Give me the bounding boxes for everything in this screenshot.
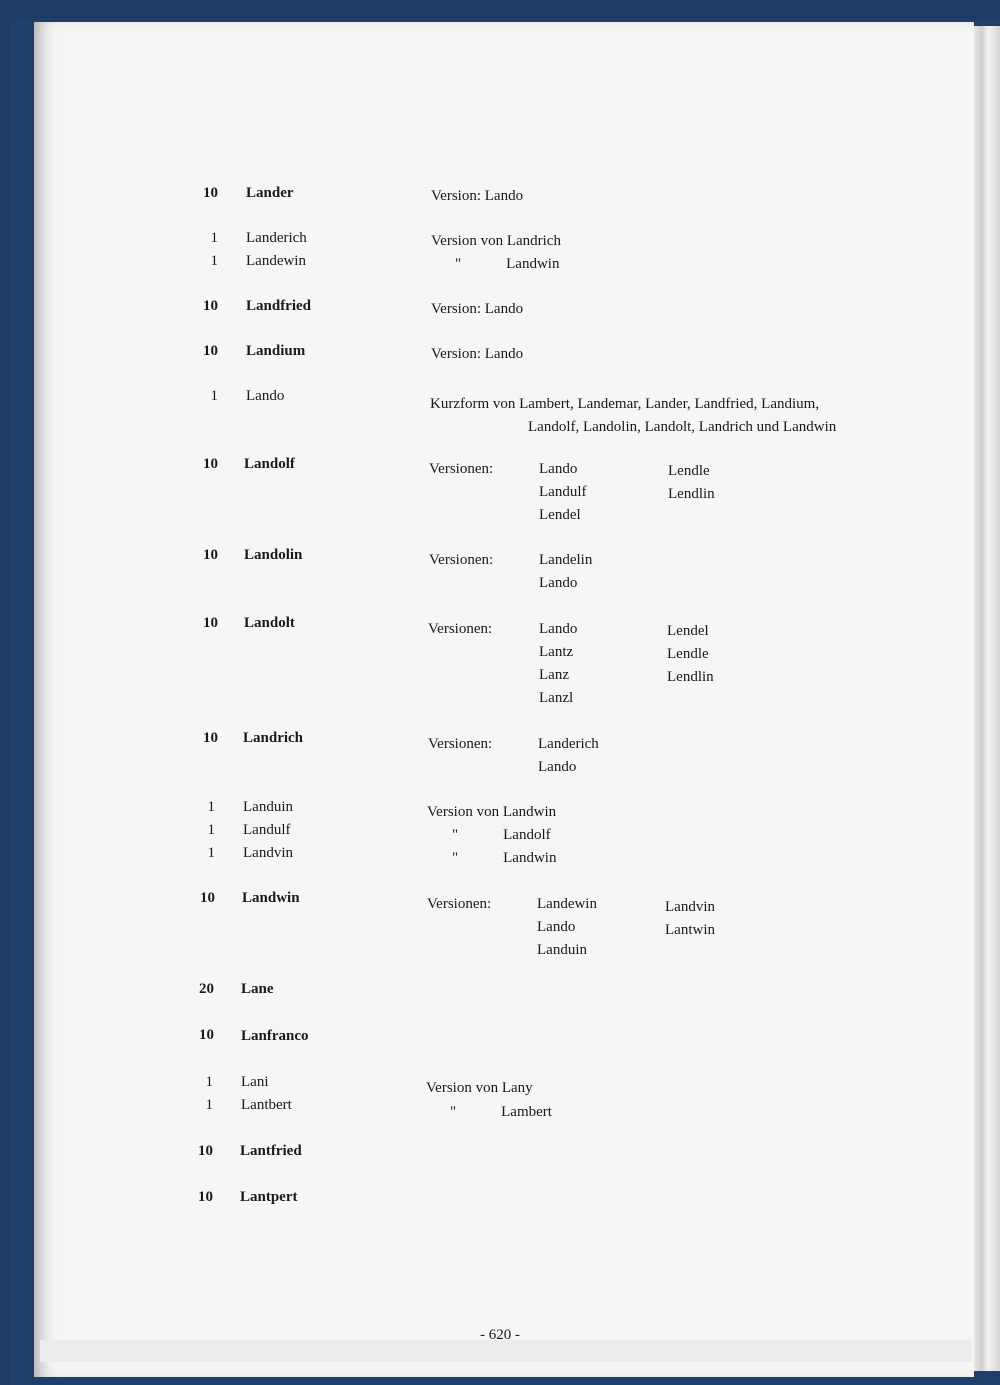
entry-count: 1 <box>205 1074 213 1090</box>
entry-note: " Landolf <box>452 827 551 843</box>
entry-count: 10 <box>198 1189 213 1205</box>
entry-name: Lanfranco <box>241 1028 309 1044</box>
version-item: Lando <box>539 621 578 637</box>
entry-name: Lani <box>241 1074 269 1090</box>
entry-count: 10 <box>203 730 218 746</box>
entry-name: Landulf <box>243 822 291 838</box>
entry-name: Landwin <box>242 890 300 906</box>
version-item: Lando <box>538 759 577 775</box>
entry-name: Landolf <box>244 456 295 472</box>
entry-count: 10 <box>203 456 218 472</box>
entry-count: 1 <box>205 1097 213 1113</box>
version-item: Lendel <box>539 507 581 523</box>
entry-name: Lander <box>246 185 294 201</box>
entry-count: 20 <box>199 981 214 997</box>
entry-name: Lane <box>241 981 274 997</box>
entry-name: Lantbert <box>241 1097 292 1113</box>
entry-note: Version: Lando <box>431 301 524 317</box>
page-number: - 620 - <box>480 1327 520 1343</box>
version-item: Lanz <box>539 667 569 683</box>
entry-count: 10 <box>200 890 215 906</box>
versions-label: Versionen: <box>428 736 493 752</box>
entry-count: 1 <box>207 822 215 838</box>
entry-count: 1 <box>210 388 218 404</box>
entry-count: 10 <box>203 547 218 563</box>
versions-label: Versionen: <box>429 461 494 477</box>
entry-count: 10 <box>198 1143 213 1159</box>
entry-count: 1 <box>210 230 218 246</box>
entry-note-continued: Landolf, Landolin, Landolt, Landrich und Landwin <box>528 419 837 435</box>
version-item: Lanzl <box>539 690 574 706</box>
entry-note: " Lambert <box>450 1104 552 1120</box>
entry-name: Lando <box>246 388 285 404</box>
version-item: Landulf <box>539 484 587 500</box>
entry-name: Lantfried <box>240 1143 302 1159</box>
entry-name: Landuin <box>243 799 293 815</box>
version-item: Lendle <box>667 646 709 662</box>
entry-note: Kurzform von Lambert, Landemar, Lander, Landfried, Landium, <box>430 396 820 412</box>
versions-label: Versionen: <box>428 621 493 637</box>
version-item: Landvin <box>665 899 715 915</box>
version-item: Lendel <box>667 623 709 639</box>
entry-count: 10 <box>203 615 218 631</box>
entry-count: 10 <box>199 1027 214 1043</box>
version-item: Lantz <box>539 644 574 660</box>
entry-name: Landvin <box>243 845 293 861</box>
entry-note: Version: Lando <box>431 346 524 362</box>
entry-name: Landewin <box>246 253 306 269</box>
version-item: Landelin <box>539 552 593 568</box>
entry-note: " Landwin <box>455 256 560 272</box>
entry-count: 1 <box>207 845 215 861</box>
entry-note: " Landwin <box>452 850 557 866</box>
entry-count: 1 <box>207 799 215 815</box>
version-item: Lando <box>539 575 578 591</box>
entry-note: Version von Landrich <box>431 233 561 249</box>
entry-count: 10 <box>203 298 218 314</box>
entry-name: Landrich <box>243 730 304 746</box>
entry-name: Landfried <box>246 298 312 314</box>
versions-label: Versionen: <box>427 896 492 912</box>
version-item: Landerich <box>538 736 599 752</box>
version-item: Landuin <box>537 942 587 958</box>
entry-name: Landium <box>246 343 306 359</box>
entry-note: Version: Lando <box>431 188 524 204</box>
version-item: Lendlin <box>668 486 715 502</box>
entry-count: 10 <box>203 185 218 201</box>
version-item: Lando <box>539 461 578 477</box>
entry-note: Version von Lany <box>426 1080 533 1096</box>
entry-name: Landolt <box>244 615 295 631</box>
entry-count: 10 <box>203 343 218 359</box>
entry-note: Version von Landwin <box>427 804 557 820</box>
versions-label: Versionen: <box>429 552 494 568</box>
version-item: Lando <box>537 919 576 935</box>
version-item: Lendle <box>668 463 710 479</box>
book-page <box>34 22 974 1377</box>
version-item: Landewin <box>537 896 597 912</box>
entry-name: Landolin <box>244 547 303 563</box>
version-item: Lantwin <box>665 922 715 938</box>
page-edges <box>974 26 1000 1371</box>
entry-name: Landerich <box>246 230 307 246</box>
entry-count: 1 <box>210 253 218 269</box>
version-item: Lendlin <box>667 669 714 685</box>
entry-name: Lantpert <box>240 1189 298 1205</box>
